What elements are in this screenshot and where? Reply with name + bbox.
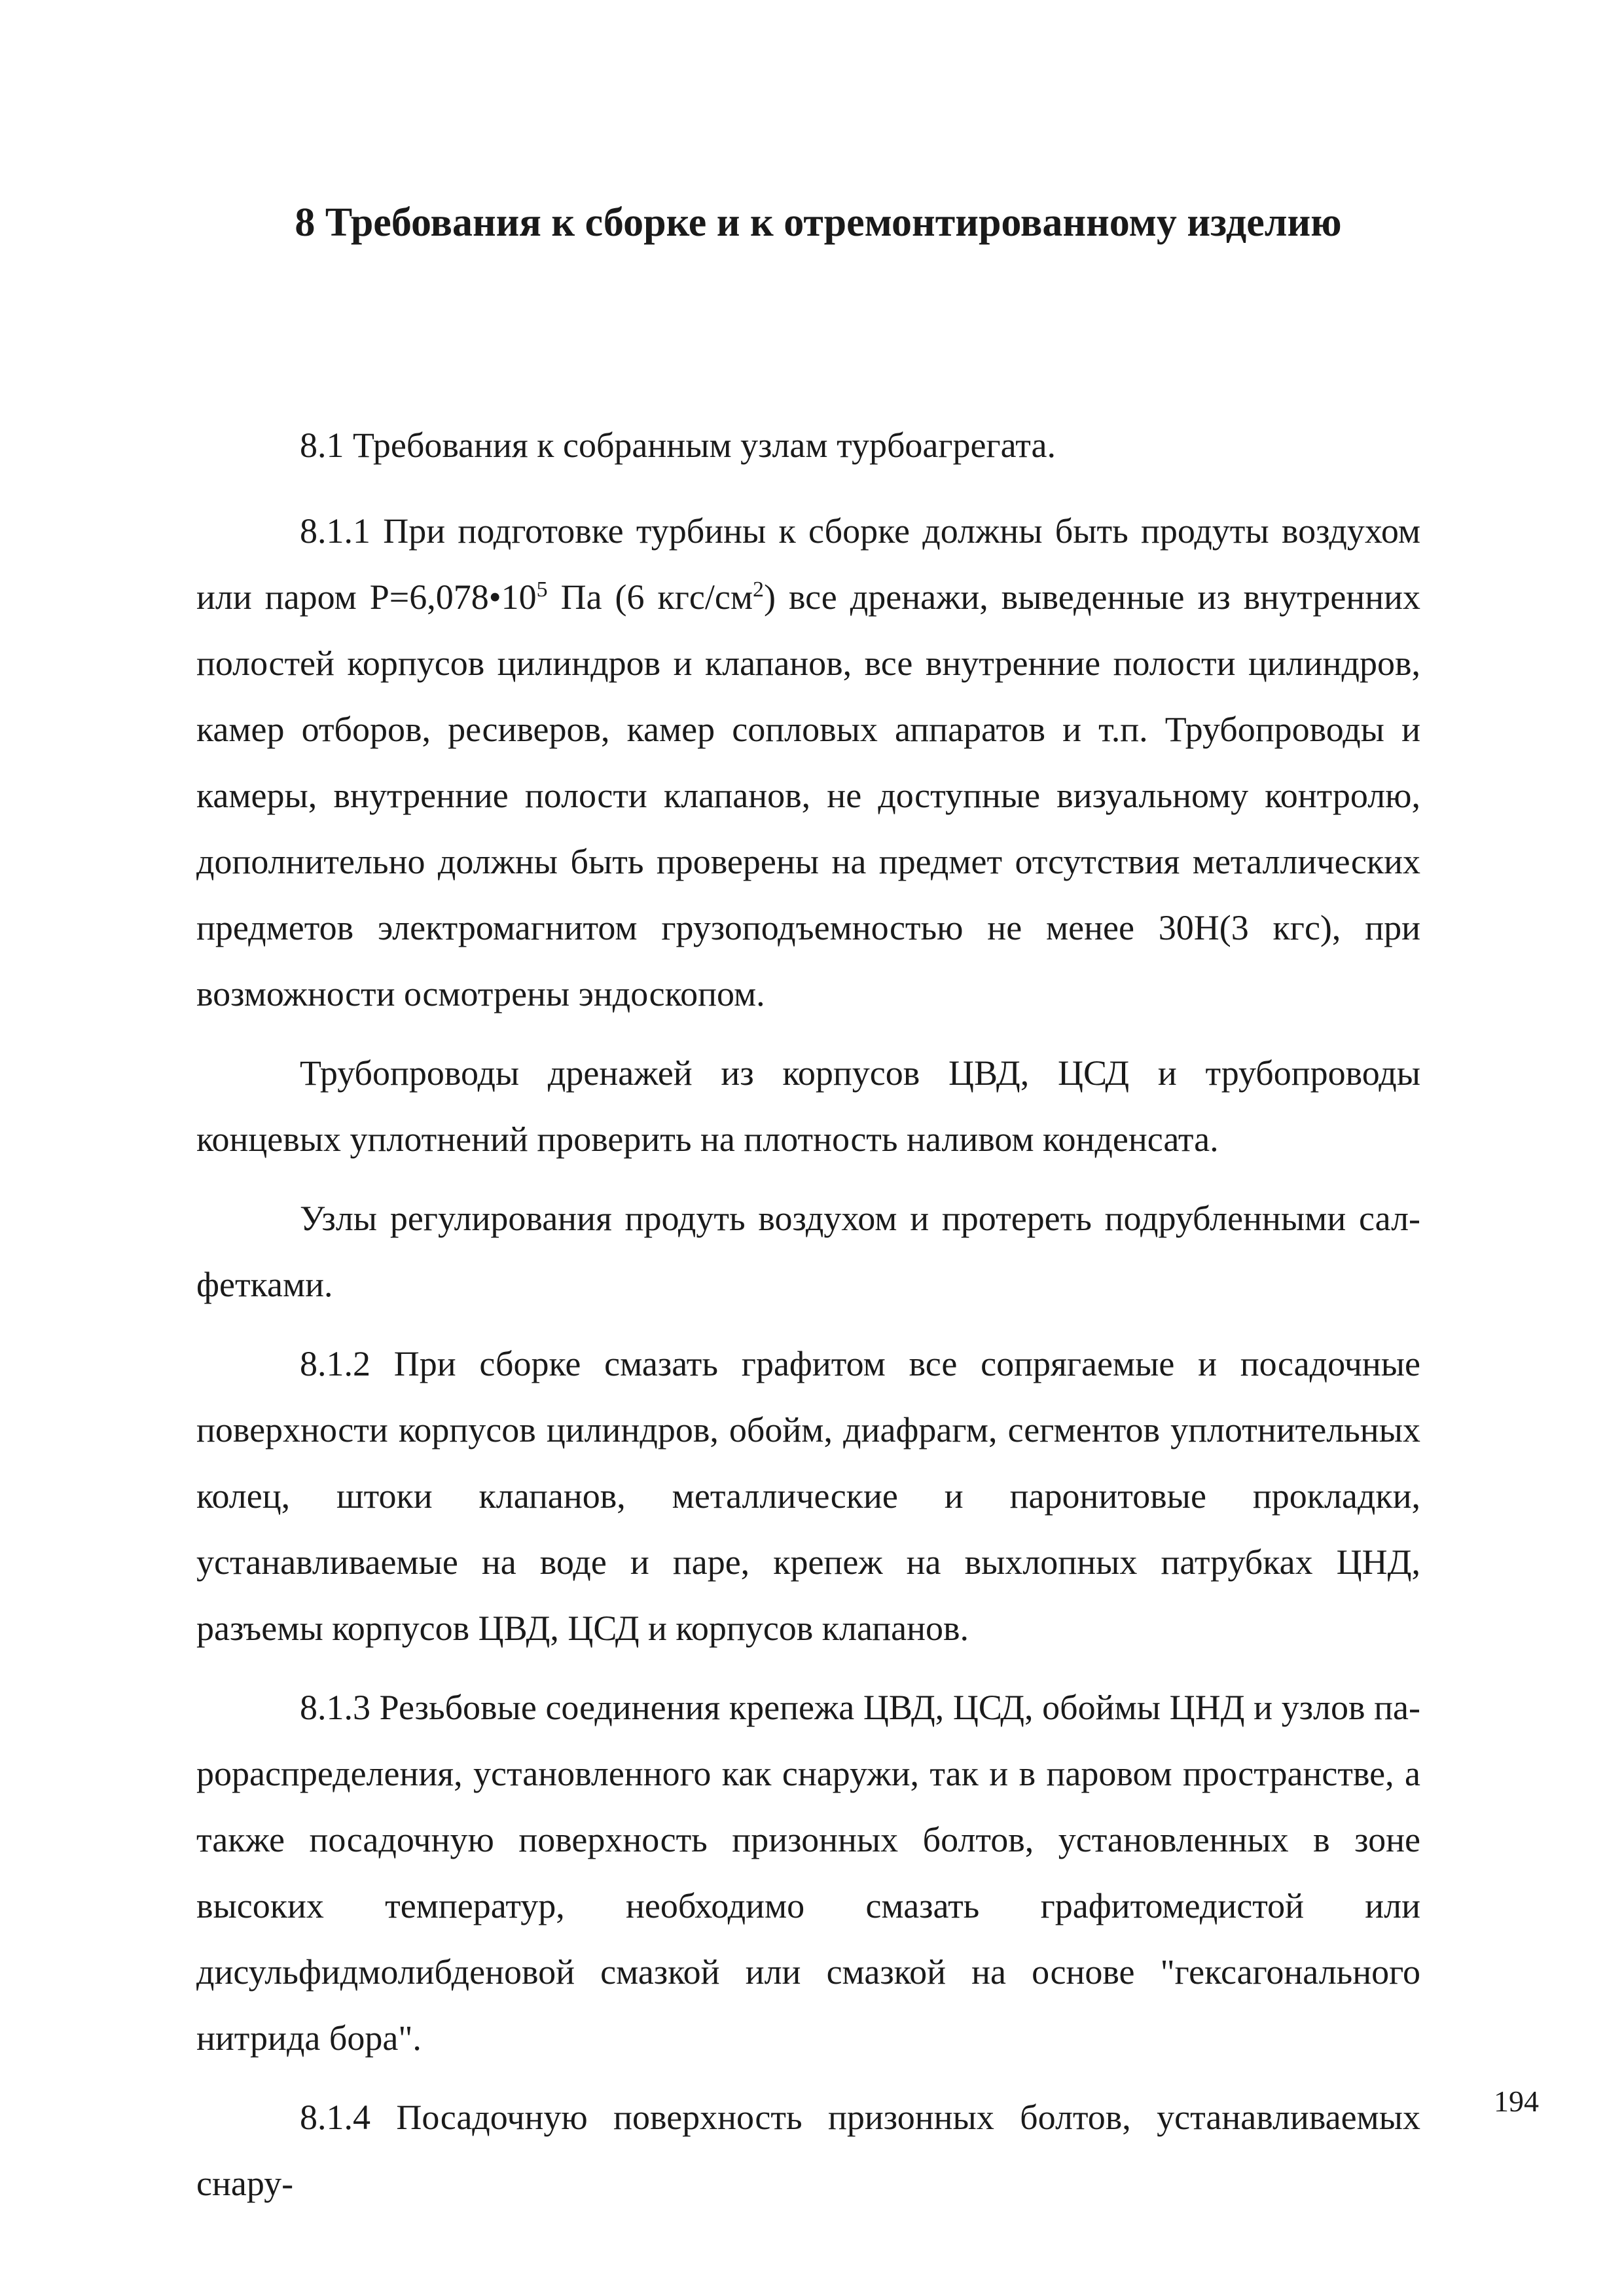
paragraph-8-1-4: 8.1.4 Посадочную поверхность призонных болтов, устанавливаемых снару- — [196, 2098, 1420, 2203]
paragraph-regulation-units: Узлы регулирования продуть воздухом и протереть подрубленными салфетками. — [196, 1199, 1420, 1304]
paragraph-8-1: 8.1 Требования к собранным узлам турбоагрегата. — [300, 426, 1056, 465]
exponent-superscript: 5 — [536, 577, 548, 602]
paragraph-drain-pipes: Трубопроводы дренажей из корпусов ЦВД, ЦСД и трубопроводы концевых уплотнений проверить на плотность наливом конденсата. — [196, 1053, 1420, 1159]
unit-superscript: 2 — [753, 577, 765, 602]
paragraph-8-1-3: 8.1.3 Резьбовые соединения крепежа ЦВД, ЦСД, обоймы ЦНД и узлов парораспределения, установленного как снаружи, так и в паровом пространстве, а также посадочную поверхность призонных болтов, установленных в зоне высоких температур, необходимо смазать графитомедистой или дисульфидмолибденовой смазкой или смазкой на основе "гексагонального нитрида бора". — [196, 1688, 1420, 2058]
paragraph-8-1-1 — [196, 498, 1420, 1027]
page-number: 194 — [1494, 2085, 1539, 2118]
paragraph-8-1-1-text-b: Па (6 кгс/см — [547, 577, 753, 617]
document-body — [196, 412, 1420, 2230]
paragraph-8-1-1-text-c: ) все дренажи, выведенные из внутренних полостей корпусов цилиндров и клапанов, все внутренние полости цилиндров, камер отборов, ресиверов, камер сопловых аппаратов и т.п. Трубопроводы и камеры, внутренние полости клапанов, не доступные визуальному контролю, дополнительно должны быть проверены на предмет отсутствия металлических предметов электромагнитом грузоподъемностью не менее 30Н(3 кгс), при возможности осмотрены эндоскопом. — [196, 577, 1420, 1013]
section-heading: 8 Требования к сборке и к отремонтированному изделию — [295, 200, 1342, 245]
paragraph-8-1-2: 8.1.2 При сборке смазать графитом все сопрягаемые и посадочные поверхности корпусов цилиндров, обойм, диафрагм, сегментов уплотнительных колец, штоки клапанов, металлические и паронитовые прокладки, устанавливаемые на воде и паре, крепеж на выхлопных патрубках ЦНД, разъемы корпусов ЦВД, ЦСД и корпусов клапанов. — [196, 1344, 1420, 1648]
paragraph-8-1-1-text-a: 8.1.1 При подготовке турбины к сборке должны быть продуты воздухом или паром Р=6,078•10 — [196, 511, 1420, 617]
